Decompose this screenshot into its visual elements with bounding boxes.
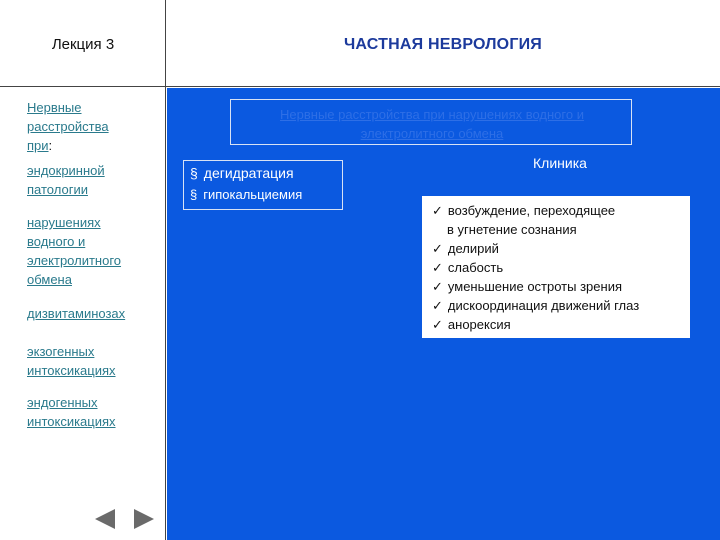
sidebar-link-endogenous-1[interactable]: эндогенных — [27, 395, 98, 410]
page-title: ЧАСТНАЯ НЕВРОЛОГИЯ — [343, 36, 542, 53]
sidebar-link-exogenous-2[interactable]: интоксикациях — [27, 363, 116, 378]
sidebar-link-endogenous-2[interactable]: интоксикациях — [27, 414, 116, 429]
clinic-heading: Клиника — [533, 155, 587, 171]
symptom-item — [432, 201, 615, 220]
topic-item-dehydration — [190, 165, 294, 181]
symptom-item — [432, 277, 622, 296]
bullet-icon: § — [190, 165, 198, 181]
bullet-icon: § — [190, 187, 198, 202]
subtitle-line-2[interactable]: электролитного обмена — [360, 126, 504, 141]
symptom-item-continuation: в угнетение сознания — [447, 222, 577, 237]
checkmark-icon: ✓ — [432, 260, 443, 275]
symptom-text: делирий — [447, 241, 499, 256]
sidebar-colon: : — [48, 138, 53, 153]
symptom-text: уменьшение остроты зрения — [447, 279, 622, 294]
symptom-item — [432, 296, 639, 315]
sidebar-link-water-3[interactable]: электролитного — [27, 253, 122, 268]
sidebar-link-dysvitamin[interactable]: дизвитаминозах — [27, 306, 126, 321]
symptom-text: возбуждение, переходящее — [447, 203, 616, 218]
sidebar-link-water-4[interactable]: обмена — [27, 272, 72, 287]
symptom-text: анорексия — [447, 317, 511, 332]
section-subtitle[interactable] — [236, 105, 628, 143]
topic-label: гипокальциемия — [203, 187, 303, 202]
checkmark-icon: ✓ — [432, 298, 443, 313]
sidebar-link-exogenous-1[interactable]: экзогенных — [27, 344, 95, 359]
symptom-item — [432, 239, 499, 258]
symptom-item — [432, 315, 511, 334]
symptom-item — [432, 258, 503, 277]
sidebar-link-endocrine-2[interactable]: патологии — [27, 182, 88, 197]
lecture-label: Лекция 3 — [51, 36, 115, 53]
sidebar-link-nervous-2[interactable]: расстройства — [27, 119, 109, 134]
triangle-right-icon[interactable] — [134, 509, 154, 529]
checkmark-icon: ✓ — [432, 279, 443, 294]
checkmark-icon: ✓ — [432, 203, 443, 218]
checkmark-icon: ✓ — [432, 241, 443, 256]
checkmark-icon: ✓ — [432, 317, 443, 332]
sidebar-link-pri[interactable]: при — [27, 138, 49, 153]
sidebar-link-nervous-1[interactable]: Нервные — [27, 100, 82, 115]
topic-item-hypocalcemia — [190, 187, 302, 202]
sidebar-link-nervous-3[interactable] — [27, 136, 157, 155]
symptom-text: слабость — [447, 260, 504, 275]
subtitle-line-1[interactable]: Нервные расстройства при нарушениях водного и — [280, 107, 584, 122]
symptom-text: дискоординация движений глаз — [447, 298, 640, 313]
sidebar-link-water-1[interactable]: нарушениях — [27, 215, 101, 230]
topic-label: дегидратация — [203, 165, 294, 181]
triangle-left-icon[interactable] — [95, 509, 115, 529]
sidebar-link-endocrine-1[interactable]: эндокринной — [27, 163, 105, 178]
sidebar-link-water-2[interactable]: водного и — [27, 234, 86, 249]
